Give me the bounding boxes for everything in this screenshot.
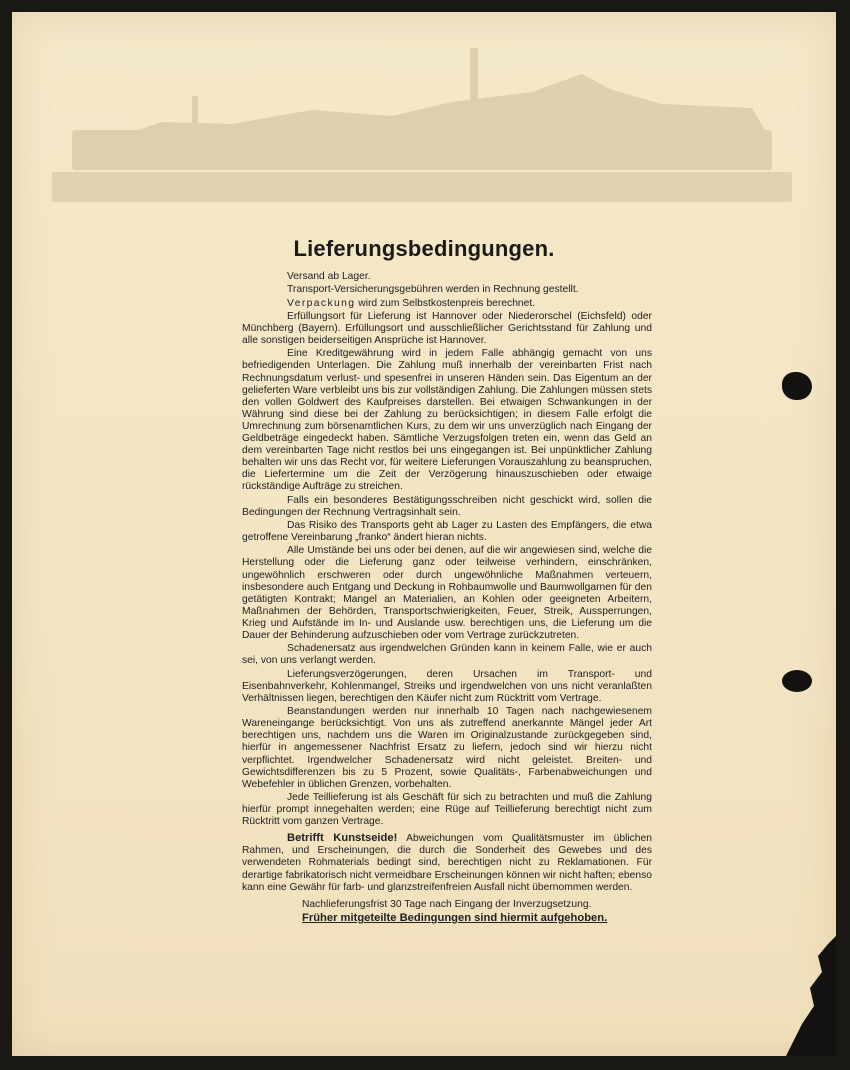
terms-paragraph: Transport-Versicherungsgebühren werden in Rechnung gestellt.	[287, 284, 579, 296]
paper-tear-mark	[782, 372, 812, 400]
terms-paragraph: Alle Umstände bei uns oder bei denen, auf die wir angewiesen sind, welche die Herstellung oder die Lieferung ganz oder teilweise verhindern, einschränken, ungewöhnlich erschweren oder durch ungewöhnliche Maßnahmen verteuern, insbesondere auch Entgang und Deckung in Rohbaumwolle und Baumwollgarnen für den getätigten Kontrakt; Mangel an Materialien, an Kohlen oder geeigneten Arbeitern, Maßnahmen der Behörden, Transportschwierigkeiten, Feuer, Streik, Aussperrungen, Krieg und Aufstände im In- und Auslande usw. berechtigen uns, die Lieferung um die Dauer der Behinderung aufzuschieben oder vom Vertrage zurückzutreten.	[242, 545, 652, 642]
terms-paragraph: Lieferungsverzögerungen, deren Ursachen im Transport- und Eisenbahnverkehr, Kohlenmangel, Streiks und irgendwelchen von uns nicht veranlaßten Verhältnissen liegen, berechtigen den Käufer nicht zum Rücktritt vom Vertrage.	[242, 668, 652, 704]
footer-note: Nachlieferungsfrist 30 Tage nach Eingang der Inverzugsetzung.	[302, 898, 592, 910]
terms-body	[242, 271, 652, 925]
packaging-text: wird zum Selbstkostenpreis berechnet.	[355, 297, 536, 309]
artificial-silk-lead: Betrifft Kunstseide!	[287, 832, 398, 845]
terms-paragraph: Falls ein besonderes Bestätigungsschreiben nicht geschickt wird, sollen die Bedingungen der Rechnung Vertragsinhalt sein.	[242, 494, 652, 518]
terms-paragraph: Eine Kreditgewährung wird in jedem Falle abhängig gemacht von uns befriedigenden Unterlagen. Die Zahlung muß innerhalb der vereinbarten Frist nach Rechnungsdatum verlust- und spesenfrei in unseren Händen sein. Das Eigentum an der gelieferten Ware verbleibt uns bis zur vollständigen Zahlung. Die Zahlungen müssen stets den vollen Goldwert des Kaufpreises darstellen. Bei etwaigen Schwankungen in der Währung sind diese bei der Zahlung zu berücksichtigen; in diesem Falle erfolgt die Umrechnung zum börsenamtlichen Kurs, zu dem wir uns unverzüglich nach Eingang der Geldbeträge eingedeckt haben. Sämtliche Verzugsfolgen treten ein, wenn das Geld an dem vereinbarten Tage nicht restlos bei uns eingegangen ist. Bei unpünktlicher Zahlung behalten wir uns das Recht vor, für weitere Lieferungen Vorauszahlung zu beanspruchen, die Liefertermine um die Zeit der Verzögerung hinauszuschieben oder etwaige rückständige Aufträge zu streichen.	[242, 348, 652, 493]
terms-paragraph: Beanstandungen werden nur innerhalb 10 Tagen nach nachgewiesenem Wareneingange berücksichtigt. Von uns als zutreffend anerkannte Mängel jeder Art berechtigen uns, nachdem uns die Waren im Originalzustande zurückgegeben sind, hierfür in angemessener Nachfrist Ersatz zu liefern, jedoch sind wir hierzu nicht verpflichtet. Irgendwelcher Schadenersatz wird nicht geleistet. Breiten- und Gewichtsdifferenzen bis zu 5 Prozent, sowie Qualitäts-, Farbenabweichungen und Webefehler in üblichen Grenzen, vorbehalten.	[242, 706, 652, 790]
packaging-lead: Verpackung	[287, 297, 356, 309]
final-line: Früher mitgeteilte Bedingungen sind hiermit aufgehoben.	[302, 912, 608, 925]
terms-paragraph	[242, 298, 652, 310]
terms-paragraph: Jede Teillieferung ist als Geschäft für sich zu betrachten und muß die Zahlung hierfür prompt innegehalten werden; eine Rüge auf Teillieferung berechtigt nicht zum Rücktritt vom ganzen Vertrage.	[242, 792, 652, 828]
damaged-corner	[756, 936, 836, 1056]
document-title: Lieferungsbedingungen.	[293, 236, 555, 261]
terms-paragraph: Versand ab Lager.	[287, 271, 371, 282]
terms-paragraph: Das Risiko des Transports geht ab Lager zu Lasten des Empfängers, die etwa getroffene Vereinbarung „franko“ ändert hieran nichts.	[242, 520, 652, 544]
terms-paragraph: Schadenersatz aus irgendwelchen Gründen kann in keinem Falle, wie er auch sei, von uns verlangt werden.	[242, 643, 652, 667]
terms-paragraph: Erfüllungsort für Lieferung ist Hannover oder Niederorschel (Eichsfeld) oder Münchberg (Bayern). Erfüllungsort und ausschließlicher Gerichtsstand für Zahlung und alle sonstigen beiderseitigen Ansprüche ist Hannover.	[242, 310, 652, 347]
document-sheet	[12, 12, 836, 1056]
terms-paragraph	[242, 832, 652, 893]
paper-tear-mark	[782, 670, 812, 692]
reverse-side-letterhead-bleed	[12, 12, 836, 252]
artificial-silk-text: Abweichungen vom Qualitätsmuster im üblichen Rahmen, und Erscheinungen, die durch die Sonderheit des Gewebes und des verwendeten Rohmaterials bedingt sind, berechtigen nicht zu Reklamationen. Für derartige fabrikatorisch nicht vermeidbare Erscheinungen können wir nicht haften; ebenso kann eine Gewähr für farb- und glanzstreifenfreien Ausfall nicht übernommen werden.	[242, 833, 652, 893]
